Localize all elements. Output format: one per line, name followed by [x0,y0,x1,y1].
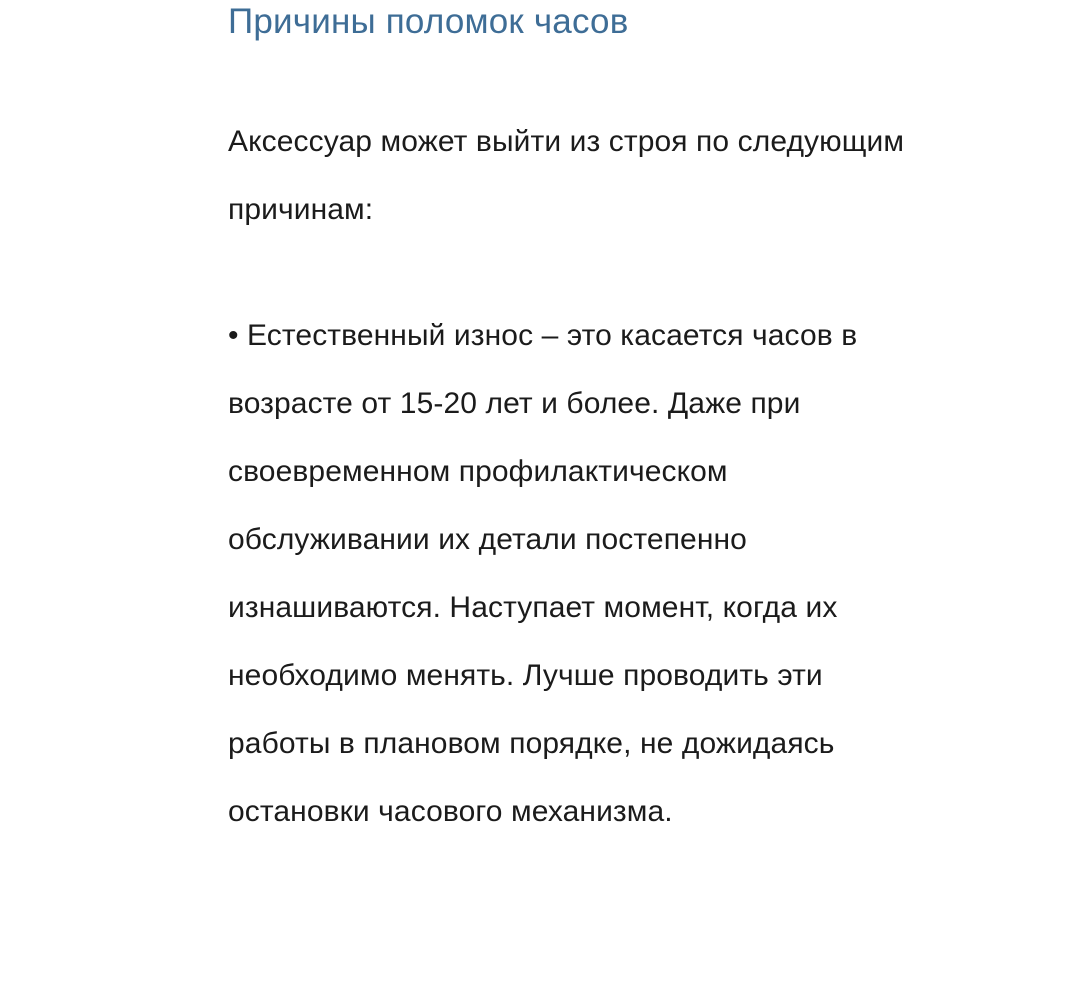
intro-paragraph: Аксессуар может выйти из строя по следующим причинам: [228,125,905,226]
bullet-paragraph-natural-wear: • Естественный износ – это касается часов в возрасте от 15-20 лет и более. Даже при своевременном профилактическом обслуживании их детали постепенно изнашиваются. Наступает момент, когда их необходимо менять. Лучше проводить эти работы в плановом порядке, не дожидаясь остановки часового механизма. [228,319,858,828]
article-content [228,0,928,846]
page-title: Причины поломок часов [228,2,629,41]
